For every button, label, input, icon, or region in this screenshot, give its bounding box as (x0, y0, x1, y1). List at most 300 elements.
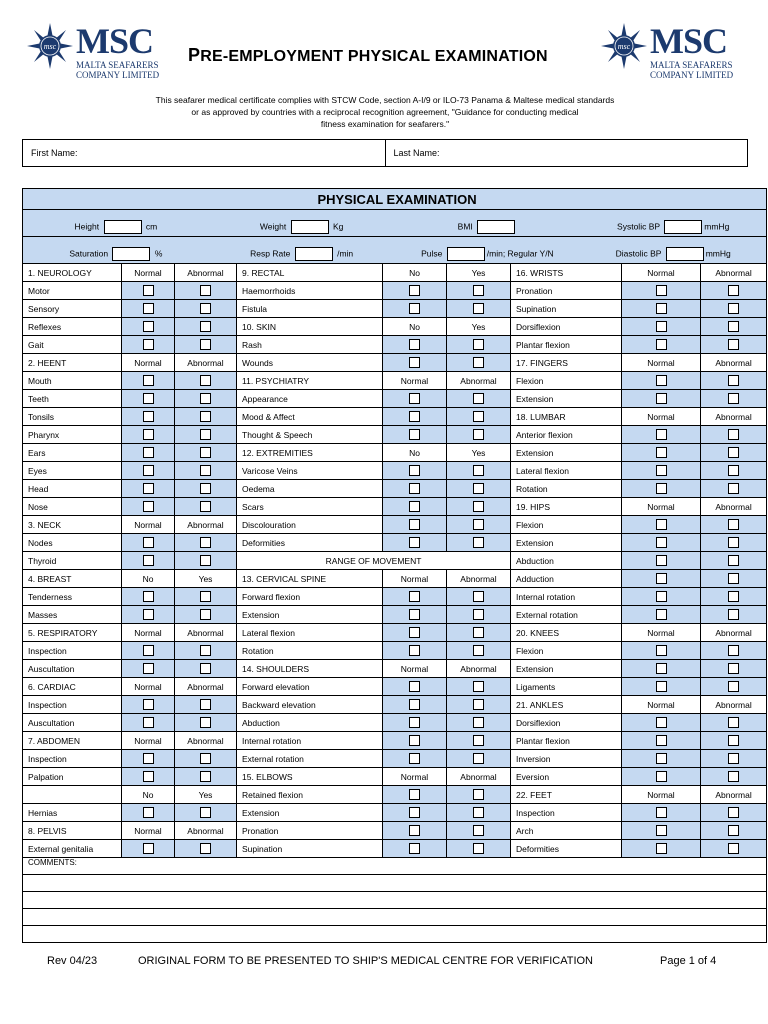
checkbox-cell (701, 552, 767, 570)
section-header: 2. HEENT (23, 354, 122, 372)
checkbox-abnormal[interactable] (200, 537, 211, 548)
diastolic-input[interactable] (666, 247, 704, 261)
checkbox-normal[interactable] (656, 771, 667, 782)
intro-line: or as approved by countries with a reciprocal recognition agreement, "Guidance for conducting medical (191, 107, 579, 117)
exam-item-label: Palpation (23, 768, 122, 786)
checkbox-normal[interactable] (143, 429, 154, 440)
exam-item-label: Haemorrhoids (237, 282, 383, 300)
checkbox-normal[interactable] (409, 807, 420, 818)
checkbox-normal[interactable] (656, 483, 667, 494)
checkbox-abnormal[interactable] (728, 537, 739, 548)
section-header: 13. CERVICAL SPINE (237, 570, 383, 588)
exam-row (23, 300, 767, 318)
checkbox-cell (383, 840, 447, 858)
column-header-normal: Normal (122, 732, 175, 750)
checkbox-cell (175, 660, 237, 678)
checkbox-normal[interactable] (143, 609, 154, 620)
logo-name: MSC (76, 21, 153, 61)
section-header: 3. NECK (23, 516, 122, 534)
checkbox-normal[interactable] (143, 375, 154, 386)
checkbox-normal[interactable] (143, 501, 154, 512)
checkbox-abnormal[interactable] (200, 393, 211, 404)
exam-item-label: Wounds (237, 354, 383, 372)
checkbox-abnormal[interactable] (728, 321, 739, 332)
checkbox-abnormal[interactable] (200, 429, 211, 440)
checkbox-normal[interactable] (656, 303, 667, 314)
column-header-yes: Yes (447, 264, 511, 282)
checkbox-abnormal[interactable] (473, 411, 484, 422)
exam-row (23, 840, 767, 858)
checkbox-cell (622, 606, 701, 624)
checkbox-normal[interactable] (656, 339, 667, 350)
checkbox-normal[interactable] (656, 375, 667, 386)
checkbox-abnormal[interactable] (200, 285, 211, 296)
checkbox-cell (701, 714, 767, 732)
exam-row (23, 786, 767, 804)
exam-item-label: Inspection (23, 642, 122, 660)
checkbox-normal[interactable] (143, 321, 154, 332)
exam-item-label: Inversion (511, 750, 622, 768)
exam-item-label: Motor (23, 282, 122, 300)
checkbox-abnormal[interactable] (473, 807, 484, 818)
checkbox-cell (622, 714, 701, 732)
checkbox-abnormal[interactable] (200, 645, 211, 656)
exam-item-label: Forward flexion (237, 588, 383, 606)
checkbox-cell (175, 714, 237, 732)
checkbox-normal[interactable] (409, 609, 420, 620)
checkbox-cell (701, 750, 767, 768)
checkbox-abnormal[interactable] (728, 717, 739, 728)
checkbox-normal[interactable] (656, 825, 667, 836)
checkbox-normal[interactable] (409, 627, 420, 638)
checkbox-abnormal[interactable] (200, 699, 211, 710)
checkbox-normal[interactable] (656, 519, 667, 530)
checkbox-abnormal[interactable] (728, 339, 739, 350)
checkbox-normal[interactable] (656, 573, 667, 584)
checkbox-cell (175, 462, 237, 480)
checkbox-normal[interactable] (409, 591, 420, 602)
column-header-abnormal: Abnormal (175, 516, 237, 534)
checkbox-cell (383, 714, 447, 732)
checkbox-normal[interactable] (409, 735, 420, 746)
checkbox-cell (383, 606, 447, 624)
exam-item-label: Inspection (511, 804, 622, 822)
checkbox-cell (175, 300, 237, 318)
checkbox-abnormal[interactable] (473, 699, 484, 710)
exam-row (23, 336, 767, 354)
checkbox-abnormal[interactable] (728, 735, 739, 746)
checkbox-abnormal[interactable] (728, 393, 739, 404)
column-header-yes: Yes (175, 570, 237, 588)
column-header-normal: Normal (383, 372, 447, 390)
exam-row (23, 822, 767, 840)
checkbox-abnormal[interactable] (728, 555, 739, 566)
first-name-field[interactable]: First Name: (31, 148, 78, 158)
checkbox-cell (701, 840, 767, 858)
checkbox-normal[interactable] (409, 645, 420, 656)
checkbox-normal[interactable] (409, 393, 420, 404)
checkbox-abnormal[interactable] (200, 663, 211, 674)
checkbox-cell (622, 552, 701, 570)
exam-item-label: Forward elevation (237, 678, 383, 696)
checkbox-cell (383, 786, 447, 804)
checkbox-abnormal[interactable] (728, 843, 739, 854)
column-header-normal: Normal (383, 768, 447, 786)
checkbox-abnormal[interactable] (200, 609, 211, 620)
checkbox-normal[interactable] (143, 645, 154, 656)
checkbox-normal[interactable] (409, 285, 420, 296)
column-header-abnormal: Abnormal (175, 264, 237, 282)
checkbox-cell (701, 426, 767, 444)
exam-item-label: Masses (23, 606, 122, 624)
exam-row (23, 498, 767, 516)
exam-row (23, 606, 767, 624)
checkbox-cell (175, 498, 237, 516)
checkbox-abnormal[interactable] (473, 735, 484, 746)
checkbox-normal[interactable] (656, 591, 667, 602)
checkbox-cell (122, 480, 175, 498)
checkbox-normal[interactable] (143, 591, 154, 602)
checkbox-cell (122, 750, 175, 768)
checkbox-abnormal[interactable] (200, 339, 211, 350)
checkbox-cell (383, 822, 447, 840)
checkbox-normal[interactable] (143, 285, 154, 296)
checkbox-abnormal[interactable] (728, 573, 739, 584)
checkbox-normal[interactable] (656, 645, 667, 656)
checkbox-normal[interactable] (409, 339, 420, 350)
checkbox-cell (175, 768, 237, 786)
checkbox-abnormal[interactable] (728, 375, 739, 386)
checkbox-cell (383, 732, 447, 750)
comments-line[interactable] (23, 909, 767, 926)
checkbox-abnormal[interactable] (473, 303, 484, 314)
checkbox-cell (122, 282, 175, 300)
checkbox-cell (447, 642, 511, 660)
checkbox-abnormal[interactable] (728, 519, 739, 530)
checkbox-cell (447, 426, 511, 444)
checkbox-abnormal[interactable] (200, 501, 211, 512)
column-header-yes: Yes (447, 444, 511, 462)
exam-item-label: Dorsiflexion (511, 318, 622, 336)
section-header: 9. RECTAL (237, 264, 383, 282)
checkbox-cell (122, 768, 175, 786)
exam-item-label: Abduction (237, 714, 383, 732)
exam-row (23, 732, 767, 750)
pulse-field: Pulse /min; Regular Y/N (395, 247, 581, 261)
checkbox-abnormal[interactable] (728, 465, 739, 476)
column-header-no: No (383, 444, 447, 462)
checkbox-normal[interactable] (143, 771, 154, 782)
checkbox-cell (622, 318, 701, 336)
checkbox-normal[interactable] (409, 411, 420, 422)
checkbox-normal[interactable] (409, 843, 420, 854)
checkbox-normal[interactable] (656, 393, 667, 404)
checkbox-normal[interactable] (143, 753, 154, 764)
checkbox-normal[interactable] (656, 843, 667, 854)
checkbox-abnormal[interactable] (200, 465, 211, 476)
column-header-normal: Normal (622, 786, 701, 804)
checkbox-abnormal[interactable] (473, 339, 484, 350)
checkbox-cell (622, 570, 701, 588)
section-header: 7. ABDOMEN (23, 732, 122, 750)
checkbox-cell (622, 768, 701, 786)
column-header-abnormal: Abnormal (175, 678, 237, 696)
checkbox-cell (122, 498, 175, 516)
checkbox-normal[interactable] (656, 753, 667, 764)
checkbox-abnormal[interactable] (473, 357, 484, 368)
checkbox-normal[interactable] (143, 807, 154, 818)
exam-item-label: Appearance (237, 390, 383, 408)
checkbox-abnormal[interactable] (473, 501, 484, 512)
checkbox-cell (383, 678, 447, 696)
logo-line2: COMPANY LIMITED (650, 70, 734, 80)
exam-item-label: Ligaments (511, 678, 622, 696)
exam-item-label: Auscultation (23, 714, 122, 732)
checkbox-abnormal[interactable] (473, 789, 484, 800)
checkbox-abnormal[interactable] (473, 591, 484, 602)
column-header-abnormal: Abnormal (447, 768, 511, 786)
checkbox-normal[interactable] (143, 447, 154, 458)
checkbox-abnormal[interactable] (200, 483, 211, 494)
systolic-input[interactable] (664, 220, 702, 234)
exam-row (23, 372, 767, 390)
checkbox-cell (622, 822, 701, 840)
checkbox-normal[interactable] (143, 555, 154, 566)
checkbox-abnormal[interactable] (200, 717, 211, 728)
checkbox-abnormal[interactable] (473, 465, 484, 476)
checkbox-cell (622, 462, 701, 480)
column-header-normal: Normal (383, 660, 447, 678)
section-header: 14. SHOULDERS (237, 660, 383, 678)
checkbox-normal[interactable] (656, 681, 667, 692)
checkbox-normal[interactable] (143, 393, 154, 404)
checkbox-cell (383, 390, 447, 408)
checkbox-abnormal[interactable] (200, 411, 211, 422)
checkbox-abnormal[interactable] (473, 843, 484, 854)
weight-input[interactable] (291, 220, 329, 234)
checkbox-cell (447, 588, 511, 606)
checkbox-abnormal[interactable] (200, 321, 211, 332)
checkbox-cell (701, 336, 767, 354)
column-header-normal: Normal (122, 822, 175, 840)
section-header: 17. FINGERS (511, 354, 622, 372)
checkbox-abnormal[interactable] (728, 807, 739, 818)
checkbox-normal[interactable] (656, 717, 667, 728)
checkbox-abnormal[interactable] (200, 555, 211, 566)
checkbox-abnormal[interactable] (473, 825, 484, 836)
emblem-text: msc (43, 42, 57, 51)
checkbox-normal[interactable] (409, 537, 420, 548)
checkbox-abnormal[interactable] (473, 627, 484, 638)
checkbox-abnormal[interactable] (728, 681, 739, 692)
checkbox-normal[interactable] (409, 519, 420, 530)
checkbox-normal[interactable] (656, 555, 667, 566)
checkbox-cell (447, 480, 511, 498)
checkbox-abnormal[interactable] (473, 717, 484, 728)
checkbox-cell (622, 282, 701, 300)
checkbox-abnormal[interactable] (200, 447, 211, 458)
checkbox-normal[interactable] (409, 753, 420, 764)
exam-item-label: Supination (511, 300, 622, 318)
checkbox-cell (701, 480, 767, 498)
checkbox-abnormal[interactable] (473, 645, 484, 656)
column-header-abnormal: Abnormal (701, 498, 767, 516)
checkbox-cell (447, 300, 511, 318)
checkbox-normal[interactable] (143, 717, 154, 728)
resp-input[interactable] (295, 247, 333, 261)
column-header-no: No (122, 786, 175, 804)
range-of-movement-label: RANGE OF MOVEMENT (237, 552, 511, 570)
exam-row (23, 426, 767, 444)
checkbox-abnormal[interactable] (200, 591, 211, 602)
checkbox-cell (175, 372, 237, 390)
checkbox-cell (447, 750, 511, 768)
checkbox-cell (383, 426, 447, 444)
height-input[interactable] (104, 220, 142, 234)
checkbox-cell (383, 480, 447, 498)
checkbox-abnormal[interactable] (728, 825, 739, 836)
checkbox-cell (383, 696, 447, 714)
checkbox-abnormal[interactable] (200, 807, 211, 818)
checkbox-abnormal[interactable] (728, 609, 739, 620)
checkbox-abnormal[interactable] (473, 681, 484, 692)
intro-line: fitness examination for seafarers." (320, 119, 450, 129)
checkbox-normal[interactable] (656, 609, 667, 620)
checkbox-abnormal[interactable] (200, 303, 211, 314)
checkbox-normal[interactable] (656, 735, 667, 746)
checkbox-abnormal[interactable] (200, 375, 211, 386)
exam-row (23, 678, 767, 696)
checkbox-normal[interactable] (143, 537, 154, 548)
checkbox-normal[interactable] (409, 501, 420, 512)
checkbox-abnormal[interactable] (728, 771, 739, 782)
exam-item-label: Pronation (511, 282, 622, 300)
last-name-field[interactable]: Last Name: (385, 140, 748, 166)
checkbox-normal[interactable] (656, 465, 667, 476)
checkbox-abnormal[interactable] (728, 429, 739, 440)
exam-row (23, 516, 767, 534)
checkbox-cell (622, 426, 701, 444)
checkbox-normal[interactable] (656, 321, 667, 332)
exam-item-label: Auscultation (23, 660, 122, 678)
page-title: PRE-EMPLOYMENT PHYSICAL EXAMINATION (188, 45, 548, 65)
checkbox-normal[interactable] (143, 843, 154, 854)
exam-item-label: Nose (23, 498, 122, 516)
checkbox-normal[interactable] (656, 663, 667, 674)
checkbox-normal[interactable] (143, 411, 154, 422)
checkbox-normal[interactable] (409, 681, 420, 692)
checkbox-abnormal[interactable] (728, 663, 739, 674)
checkbox-normal[interactable] (656, 429, 667, 440)
checkbox-cell (447, 678, 511, 696)
checkbox-cell (622, 480, 701, 498)
checkbox-cell (175, 390, 237, 408)
checkbox-cell (447, 336, 511, 354)
checkbox-normal[interactable] (409, 303, 420, 314)
column-header-normal: Normal (622, 408, 701, 426)
checkbox-cell (383, 354, 447, 372)
checkbox-normal[interactable] (656, 537, 667, 548)
comments-line[interactable] (23, 875, 767, 892)
checkbox-abnormal[interactable] (728, 753, 739, 764)
exam-item-label: Deformities (511, 840, 622, 858)
column-header-abnormal: Abnormal (447, 660, 511, 678)
comments-line[interactable] (23, 892, 767, 909)
exam-item-label: Plantar flexion (511, 336, 622, 354)
saturation-input[interactable] (112, 247, 150, 261)
checkbox-normal[interactable] (409, 465, 420, 476)
checkbox-normal[interactable] (409, 699, 420, 710)
pulse-input[interactable] (447, 247, 485, 261)
exam-item-label: Hernias (23, 804, 122, 822)
exam-item-label: External rotation (237, 750, 383, 768)
checkbox-normal[interactable] (656, 807, 667, 818)
column-header-abnormal: Abnormal (701, 786, 767, 804)
checkbox-normal[interactable] (143, 699, 154, 710)
checkbox-normal[interactable] (656, 447, 667, 458)
bmi-input[interactable] (477, 220, 515, 234)
exam-item-label: Sensory (23, 300, 122, 318)
checkbox-abnormal[interactable] (473, 285, 484, 296)
checkbox-abnormal[interactable] (728, 483, 739, 494)
checkbox-normal[interactable] (143, 483, 154, 494)
checkbox-abnormal[interactable] (728, 447, 739, 458)
comments-line[interactable] (23, 926, 767, 943)
comments-label: COMMENTS: (23, 858, 767, 875)
checkbox-cell (622, 372, 701, 390)
checkbox-normal[interactable] (409, 357, 420, 368)
exam-item-label: Adduction (511, 570, 622, 588)
checkbox-normal[interactable] (409, 789, 420, 800)
checkbox-abnormal[interactable] (473, 753, 484, 764)
checkbox-normal[interactable] (409, 483, 420, 494)
exam-item-label: Nodes (23, 534, 122, 552)
checkbox-abnormal[interactable] (200, 771, 211, 782)
checkbox-abnormal[interactable] (473, 393, 484, 404)
checkbox-abnormal[interactable] (473, 483, 484, 494)
checkbox-abnormal[interactable] (473, 429, 484, 440)
checkbox-cell (122, 660, 175, 678)
checkbox-normal[interactable] (143, 465, 154, 476)
section-header: 19. HIPS (511, 498, 622, 516)
checkbox-abnormal[interactable] (728, 285, 739, 296)
checkbox-cell (122, 318, 175, 336)
checkbox-abnormal[interactable] (200, 843, 211, 854)
column-header-normal: Normal (622, 354, 701, 372)
checkbox-cell (701, 516, 767, 534)
checkbox-normal[interactable] (143, 303, 154, 314)
checkbox-abnormal[interactable] (473, 537, 484, 548)
checkbox-normal[interactable] (143, 339, 154, 350)
checkbox-normal[interactable] (409, 429, 420, 440)
checkbox-normal[interactable] (656, 285, 667, 296)
checkbox-cell (122, 714, 175, 732)
checkbox-abnormal[interactable] (728, 303, 739, 314)
exam-row (23, 750, 767, 768)
checkbox-abnormal[interactable] (473, 519, 484, 530)
checkbox-normal[interactable] (143, 663, 154, 674)
checkbox-cell (175, 444, 237, 462)
checkbox-abnormal[interactable] (728, 645, 739, 656)
logo-name: MSC (650, 21, 727, 61)
checkbox-normal[interactable] (409, 717, 420, 728)
column-header-normal: Normal (622, 696, 701, 714)
checkbox-abnormal[interactable] (200, 753, 211, 764)
checkbox-abnormal[interactable] (728, 591, 739, 602)
checkbox-abnormal[interactable] (473, 609, 484, 620)
checkbox-cell (701, 534, 767, 552)
checkbox-normal[interactable] (409, 825, 420, 836)
